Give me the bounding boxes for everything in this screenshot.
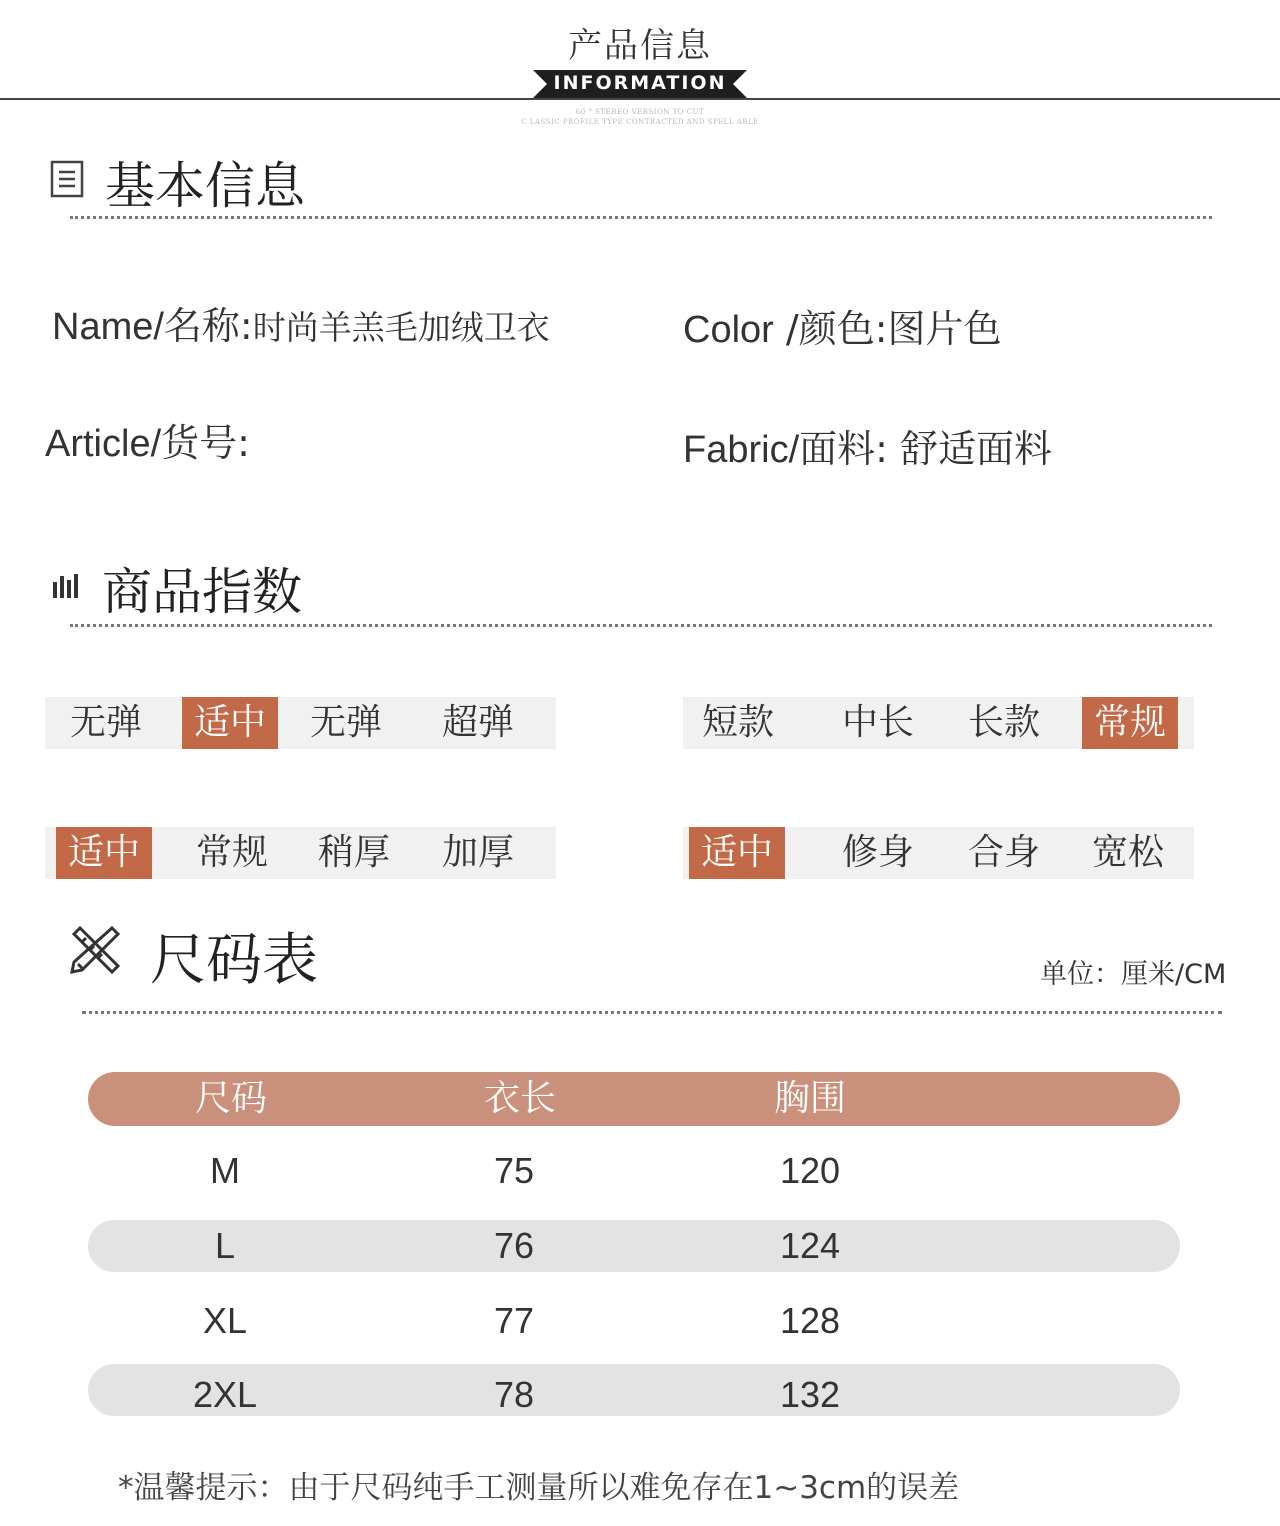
header-length: 衣长	[483, 1078, 556, 1119]
name-label-en: Name/	[52, 306, 164, 348]
color-value: 图片色	[887, 307, 1002, 351]
document-icon	[50, 160, 84, 198]
cell-length: 77	[493, 1300, 535, 1341]
cell-length: 75	[493, 1150, 535, 1191]
product-index-title: 商品指数	[102, 563, 302, 621]
index-bar-thickness	[45, 827, 556, 879]
index-option-selected: 适中	[182, 697, 278, 749]
cell-chest: 124	[779, 1225, 841, 1266]
index-bar-fit	[683, 827, 1194, 879]
size-table-header	[88, 1072, 1180, 1126]
name-row	[52, 295, 550, 350]
header-subtext-2: C LASSIC PROFILE TYPE CONTRACTED AND SPELL ABLE	[521, 118, 759, 126]
cell-length: 78	[493, 1374, 535, 1415]
size-chart-title: 尺码表	[150, 928, 318, 993]
index-option: 常规	[195, 832, 268, 873]
ruler-pencil-icon	[68, 924, 122, 976]
index-option-selected: 适中	[689, 827, 785, 879]
table-row	[88, 1225, 1180, 1269]
index-option: 中长	[841, 702, 914, 743]
unit-label: 单位：厘米/CM	[1040, 959, 1227, 990]
index-option: 超弹	[441, 702, 514, 743]
name-label-cn: 名称:	[163, 304, 253, 348]
header-size: 尺码	[194, 1078, 267, 1119]
name-value: 时尚羊羔毛加绒卫衣	[252, 308, 550, 347]
table-row	[88, 1374, 1180, 1418]
color-label-en: Color	[683, 309, 774, 351]
color-label-cn: /颜色:	[785, 307, 888, 351]
fabric-label-en: Fabric/	[683, 429, 800, 471]
cell-chest: 120	[779, 1150, 841, 1191]
index-bar-length	[683, 697, 1194, 749]
index-option: 无弹	[309, 702, 382, 743]
bar-chart-icon	[52, 572, 80, 598]
header-subtext-1: 60 ° STEREO VERSION TO CUT	[575, 108, 705, 116]
fabric-row	[683, 418, 1052, 473]
table-row	[88, 1150, 1180, 1194]
index-option-selected: 常规	[1082, 697, 1178, 749]
index-option: 加厚	[441, 832, 514, 873]
cell-chest: 132	[779, 1374, 841, 1415]
fabric-value: 舒适面料	[900, 427, 1053, 471]
index-option: 稍厚	[317, 832, 390, 873]
measurement-tip: *温馨提示：由于尺码纯手工测量所以难免存在1~3cm的误差	[118, 1470, 960, 1506]
index-option: 宽松	[1091, 832, 1164, 873]
product-index-divider	[70, 624, 1212, 627]
cell-chest: 128	[779, 1300, 841, 1341]
cell-size: 2XL	[192, 1374, 258, 1415]
basic-info-title: 基本信息	[105, 157, 305, 215]
index-option: 无弹	[69, 702, 142, 743]
index-option: 短款	[701, 702, 774, 743]
article-label-cn: 货号:	[161, 421, 250, 465]
index-bar-elasticity	[45, 697, 556, 749]
size-chart-divider	[82, 1011, 1222, 1014]
table-row	[88, 1300, 1180, 1344]
basic-info-divider	[70, 216, 1212, 219]
fabric-label-cn: 面料:	[799, 427, 888, 471]
cell-length: 76	[493, 1225, 535, 1266]
index-option: 合身	[967, 832, 1040, 873]
cell-size: L	[214, 1225, 236, 1266]
article-row	[45, 412, 250, 467]
index-option-selected: 适中	[56, 827, 152, 879]
cell-size: M	[210, 1150, 240, 1191]
index-option: 长款	[967, 702, 1040, 743]
cell-size: XL	[202, 1300, 248, 1341]
information-banner-text: INFORMATION	[553, 72, 727, 94]
page-header-title: 产品信息	[568, 26, 712, 66]
color-row	[683, 298, 1002, 353]
header-chest: 胸围	[773, 1078, 846, 1119]
index-option: 修身	[841, 832, 914, 873]
article-label-en: Article/	[45, 423, 162, 465]
